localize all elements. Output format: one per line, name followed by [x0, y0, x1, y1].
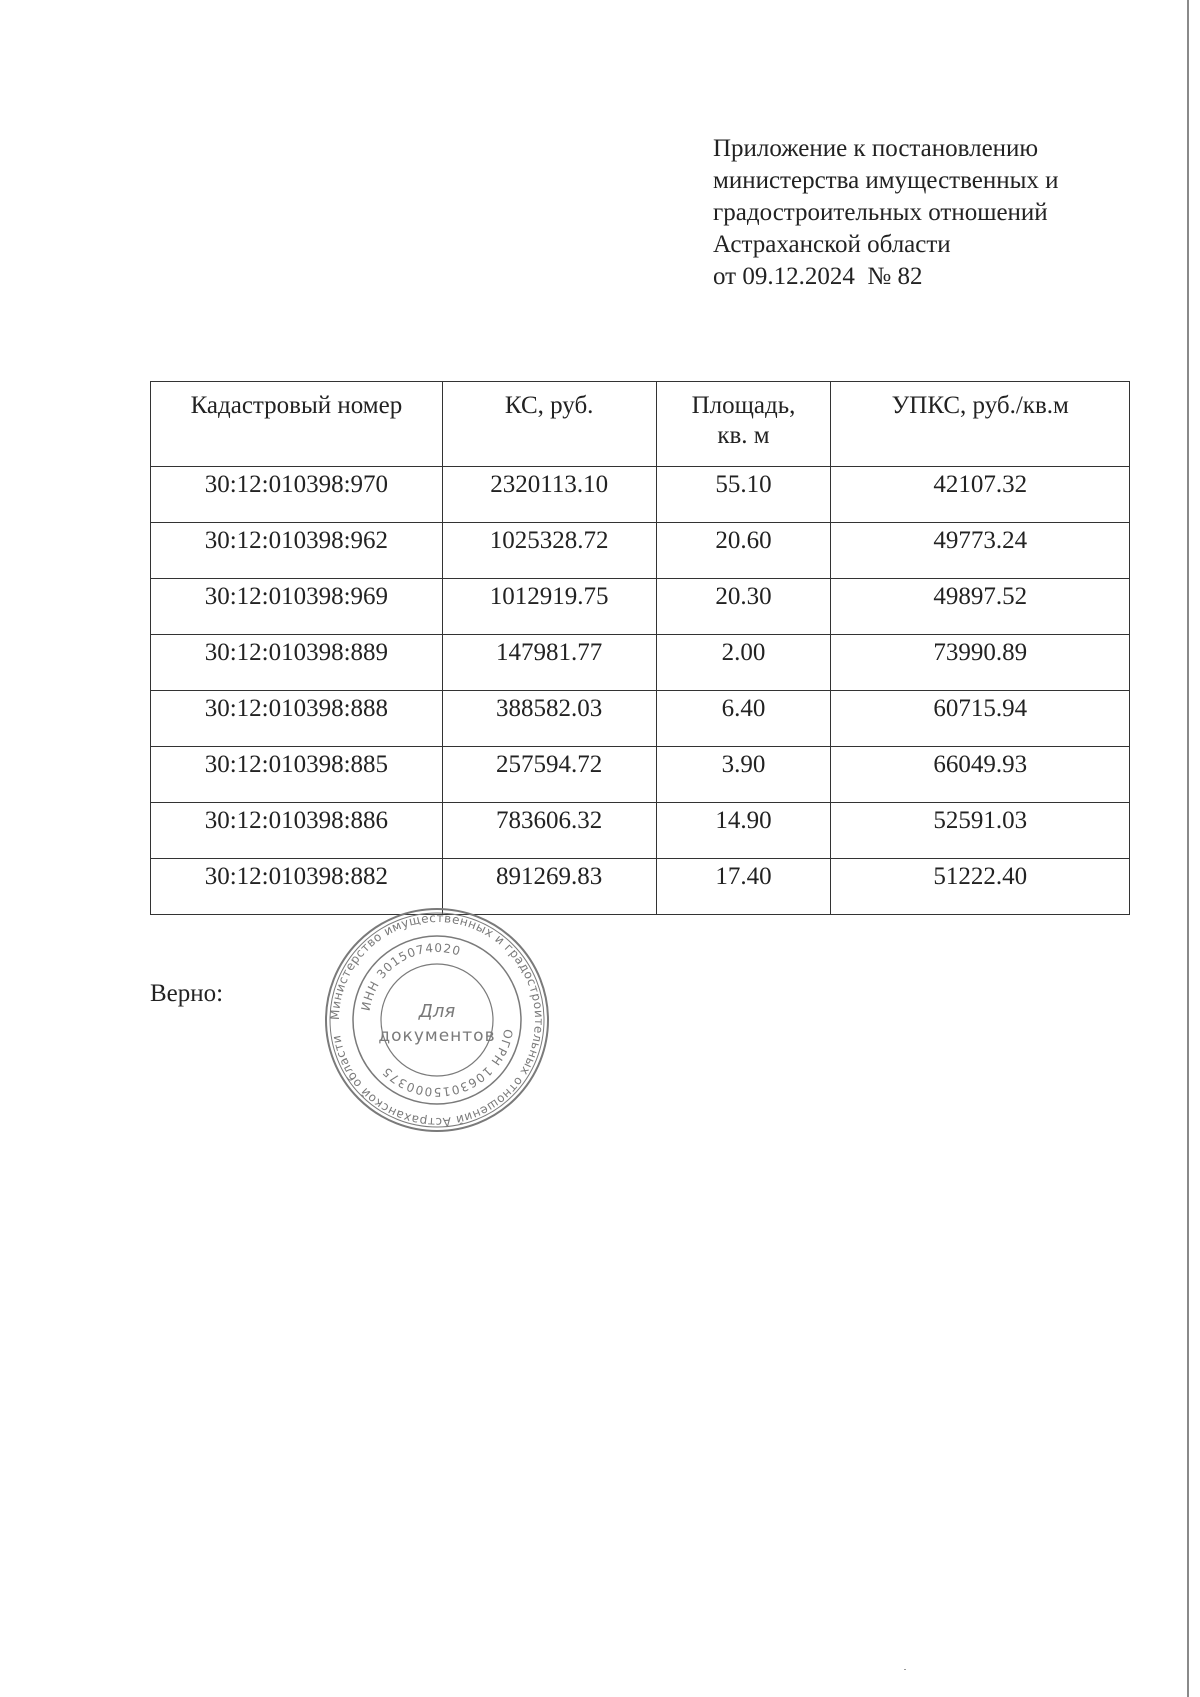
table-row: [151, 579, 1130, 635]
cell-specific-value: 49773.24: [831, 523, 1130, 579]
table-row: [151, 803, 1130, 859]
table-header-row: [151, 382, 1130, 467]
cell-area: 17.40: [656, 859, 831, 915]
cell-cadastral-value: 783606.32: [442, 803, 656, 859]
cell-specific-value: 49897.52: [831, 579, 1130, 635]
header-line: градостроительных отношений: [713, 199, 1048, 226]
scan-speck: [904, 1669, 906, 1670]
seal-outer-text: Министерство имущественных и градостроительных отношений Астраханской области: [327, 910, 547, 1130]
cell-cadastral-number: 30:12:010398:886: [151, 803, 443, 859]
seal-center-line2: документов: [378, 1026, 496, 1046]
cell-cadastral-value: 257594.72: [442, 747, 656, 803]
cell-cadastral-number: 30:12:010398:970: [151, 467, 443, 523]
header-line-date-number: от 09.12.2024 № 82: [713, 263, 923, 290]
table-row: [151, 467, 1130, 523]
cell-cadastral-value: 388582.03: [442, 691, 656, 747]
table-row: [151, 635, 1130, 691]
cell-area: 20.60: [656, 523, 831, 579]
cell-specific-value: 51222.40: [831, 859, 1130, 915]
table-row: [151, 691, 1130, 747]
table-row: [151, 747, 1130, 803]
table-row: [151, 859, 1130, 915]
cell-specific-value: 60715.94: [831, 691, 1130, 747]
header-line: Астраханской области: [713, 231, 951, 258]
cell-specific-value: 73990.89: [831, 635, 1130, 691]
column-header-specific-value: УПКС, руб./кв.м: [831, 382, 1130, 467]
seal-ogrn-text: ОГРН 1063015000375: [379, 1027, 516, 1100]
cell-cadastral-number: 30:12:010398:962: [151, 523, 443, 579]
cell-cadastral-number: 30:12:010398:885: [151, 747, 443, 803]
cell-cadastral-value: 1025328.72: [442, 523, 656, 579]
cell-area: 2.00: [656, 635, 831, 691]
cell-cadastral-value: 891269.83: [442, 859, 656, 915]
appendix-header: [713, 133, 1153, 293]
cell-area: 14.90: [656, 803, 831, 859]
header-line: министерства имущественных и: [713, 167, 1059, 194]
cell-specific-value: 42107.32: [831, 467, 1130, 523]
cell-specific-value: 66049.93: [831, 747, 1130, 803]
column-header-area: Площадь, кв. м: [656, 382, 831, 467]
cell-area: 55.10: [656, 467, 831, 523]
seal-center-line1: Для: [418, 1001, 456, 1022]
table-row: [151, 523, 1130, 579]
column-header-cadastral-value: КС, руб.: [442, 382, 656, 467]
page-edge-line: [1187, 0, 1189, 1697]
cell-cadastral-number: 30:12:010398:889: [151, 635, 443, 691]
cell-cadastral-value: 147981.77: [442, 635, 656, 691]
cell-area: 20.30: [656, 579, 831, 635]
cell-area: 3.90: [656, 747, 831, 803]
cell-area: 6.40: [656, 691, 831, 747]
cell-specific-value: 52591.03: [831, 803, 1130, 859]
official-seal-stamp: [322, 905, 552, 1135]
column-header-cadastral-number: Кадастровый номер: [151, 382, 443, 467]
seal-inn-text: ИНН 3015074020: [358, 940, 463, 1013]
cell-cadastral-value: 1012919.75: [442, 579, 656, 635]
cadastral-value-table: [150, 381, 1130, 915]
verification-label: Верно:: [150, 980, 224, 1007]
cell-cadastral-number: 30:12:010398:888: [151, 691, 443, 747]
cell-cadastral-value: 2320113.10: [442, 467, 656, 523]
cell-cadastral-number: 30:12:010398:969: [151, 579, 443, 635]
cell-cadastral-number: 30:12:010398:882: [151, 859, 443, 915]
header-line: Приложение к постановлению: [713, 135, 1039, 162]
